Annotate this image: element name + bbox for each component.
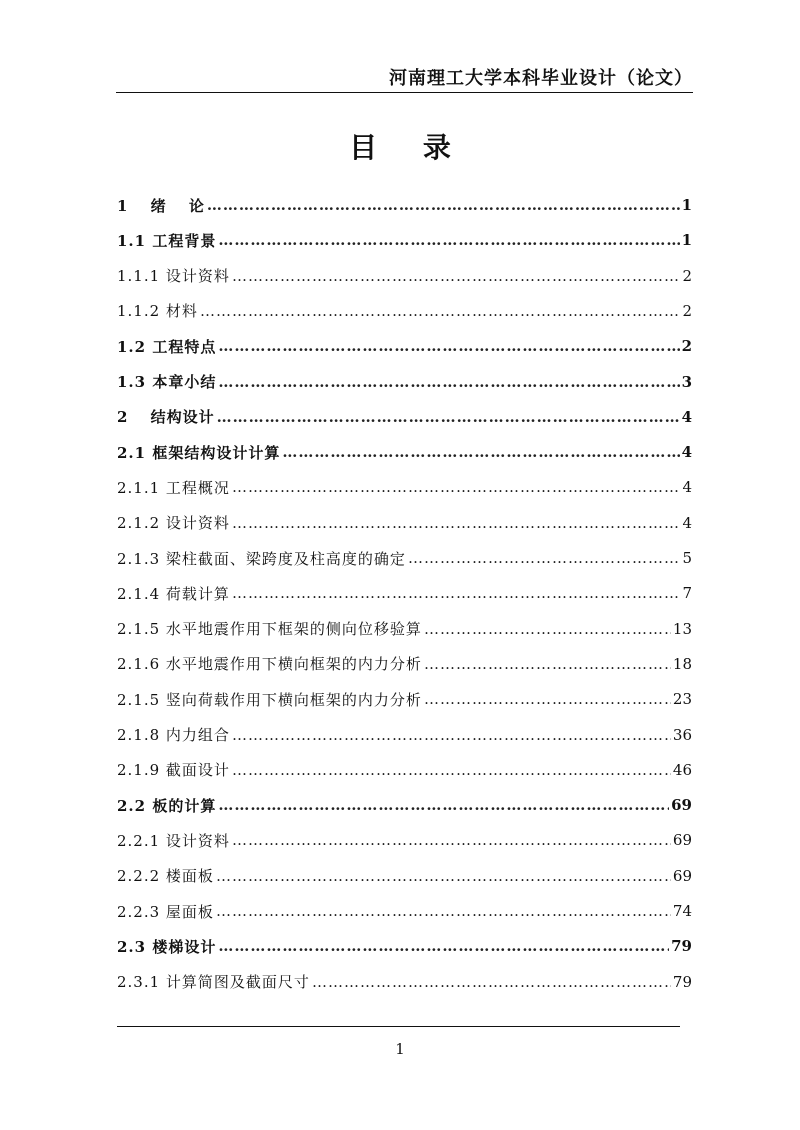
toc-entry-page: 4 (682, 513, 692, 532)
toc-leader-dots (218, 231, 679, 249)
toc-entry-page: 79 (672, 972, 692, 991)
toc-leader-dots (424, 655, 671, 673)
toc-entry-label: 2.1.8 内力组合 (117, 726, 230, 744)
toc-entry[interactable] (117, 929, 692, 963)
toc-entry-page: 79 (671, 937, 692, 956)
toc-entry[interactable] (117, 506, 692, 540)
toc-entry-page: 2 (681, 337, 692, 356)
toc-leader-dots (232, 514, 681, 532)
toc-entry-label: 2.1.5 水平地震作用下框架的侧向位移验算 (117, 620, 422, 639)
toc-leader-dots (217, 408, 680, 426)
toc-leader-dots (216, 902, 671, 920)
toc-entry-label: 1.2 工程特点 (117, 337, 217, 356)
toc-entry-label: 2.2.3 屋面板 (117, 902, 214, 921)
header-rule (116, 92, 693, 93)
toc-leader-dots (232, 267, 681, 285)
toc-entry-label: 2.1.5 竖向荷载作用下横向框架的内力分析 (117, 690, 422, 709)
toc-entry[interactable] (117, 753, 692, 787)
toc-entry-page: 4 (681, 407, 692, 426)
toc-entry[interactable] (117, 965, 692, 999)
toc-entry-label: 2 结构设计 (117, 408, 215, 427)
toc-entry-label: 2.2.2 楼面板 (117, 867, 214, 886)
toc-entry[interactable] (117, 788, 692, 822)
toc-leader-dots (424, 620, 671, 638)
toc-entry[interactable] (117, 259, 692, 293)
toc-entry-page: 4 (682, 478, 692, 497)
toc-entry-label: 1.1.2 材料 (117, 302, 198, 321)
toc-leader-dots (232, 831, 671, 849)
toc-entry-page: 74 (672, 902, 692, 920)
toc-entry-page: 5 (682, 549, 692, 567)
toc-entry-page: 1 (681, 231, 692, 250)
toc-entry-label: 2.1.4 荷载计算 (117, 584, 230, 603)
toc-entry[interactable] (117, 647, 692, 681)
toc-entry-page: 13 (672, 619, 692, 638)
toc-leader-dots (232, 761, 671, 779)
toc-entry-page: 2 (682, 266, 692, 285)
toc-entry-page: 69 (671, 796, 692, 815)
toc-entry-label: 1.1 工程背景 (117, 231, 217, 250)
toc-entry-page: 3 (681, 372, 692, 391)
toc-entry[interactable] (117, 859, 692, 893)
toc-entry[interactable] (117, 365, 692, 399)
toc-entry-label: 2.3 楼梯设计 (117, 937, 217, 956)
toc-entry[interactable] (117, 400, 692, 434)
toc-entry[interactable] (117, 718, 692, 752)
toc-entry-label: 1.3 本章小结 (117, 373, 217, 391)
toc-entry[interactable] (117, 294, 692, 328)
page-number: 1 (395, 1040, 405, 1058)
toc-entry-label: 2.2 板的计算 (117, 796, 217, 815)
toc-entry[interactable] (117, 223, 692, 257)
toc-entry-page: 69 (672, 866, 692, 885)
toc-entry-label: 1.1.1 设计资料 (117, 267, 230, 286)
toc-leader-dots (232, 726, 671, 744)
toc-entry-page: 4 (681, 443, 692, 462)
toc-entry-label: 2.1 框架结构设计计算 (117, 443, 281, 462)
toc-entry-page: 23 (672, 690, 692, 709)
toc-title: 目 录 (349, 131, 469, 164)
toc-entry[interactable] (117, 894, 692, 928)
toc-entry-page: 18 (672, 654, 692, 673)
toc-leader-dots (218, 796, 669, 814)
toc-entry-page: 36 (672, 725, 692, 744)
toc-entry[interactable] (117, 435, 692, 469)
toc-leader-dots (232, 478, 681, 496)
toc-entry-page: 69 (672, 831, 692, 850)
toc-leader-dots (216, 867, 671, 885)
toc-leader-dots (312, 973, 671, 991)
footer-rule (117, 1026, 680, 1027)
toc-entry[interactable] (117, 188, 692, 222)
toc-entry[interactable] (117, 612, 692, 646)
toc-entry[interactable] (117, 470, 692, 504)
toc-leader-dots (424, 690, 671, 708)
toc-entry-label: 2.3.1 计算简图及截面尺寸 (117, 973, 310, 992)
toc-leader-dots (218, 337, 679, 355)
toc-entry[interactable] (117, 823, 692, 857)
toc-leader-dots (200, 302, 681, 320)
toc-entry-page: 46 (672, 760, 692, 779)
toc-entry-page: 2 (682, 301, 692, 320)
toc-leader-dots (232, 584, 681, 602)
toc-entry[interactable] (117, 576, 692, 610)
page-header: 河南理工大学本科毕业设计（论文） (389, 68, 693, 89)
toc-entry[interactable] (117, 541, 692, 575)
toc-leader-dots (218, 373, 679, 391)
toc-entry-label: 2.1.3 梁柱截面、梁跨度及柱高度的确定 (117, 549, 406, 568)
toc-entry-label: 2.1.6 水平地震作用下横向框架的内力分析 (117, 655, 422, 674)
toc-leader-dots (207, 196, 680, 214)
toc-entry-label: 2.1.1 工程概况 (117, 478, 230, 497)
toc-entry-label: 2.1.9 截面设计 (117, 761, 230, 780)
toc-entry-label: 1 绪 论 (117, 196, 205, 215)
toc-entry-page: 1 (681, 196, 692, 214)
toc-entry[interactable] (117, 682, 692, 716)
toc-entry-label: 2.1.2 设计资料 (117, 514, 230, 533)
toc-leader-dots (218, 937, 669, 955)
toc-leader-dots (408, 549, 681, 567)
toc-entry-page: 7 (682, 584, 692, 603)
toc-leader-dots (282, 443, 679, 461)
toc-entry-label: 2.2.1 设计资料 (117, 831, 230, 850)
toc-entry[interactable] (117, 329, 692, 363)
